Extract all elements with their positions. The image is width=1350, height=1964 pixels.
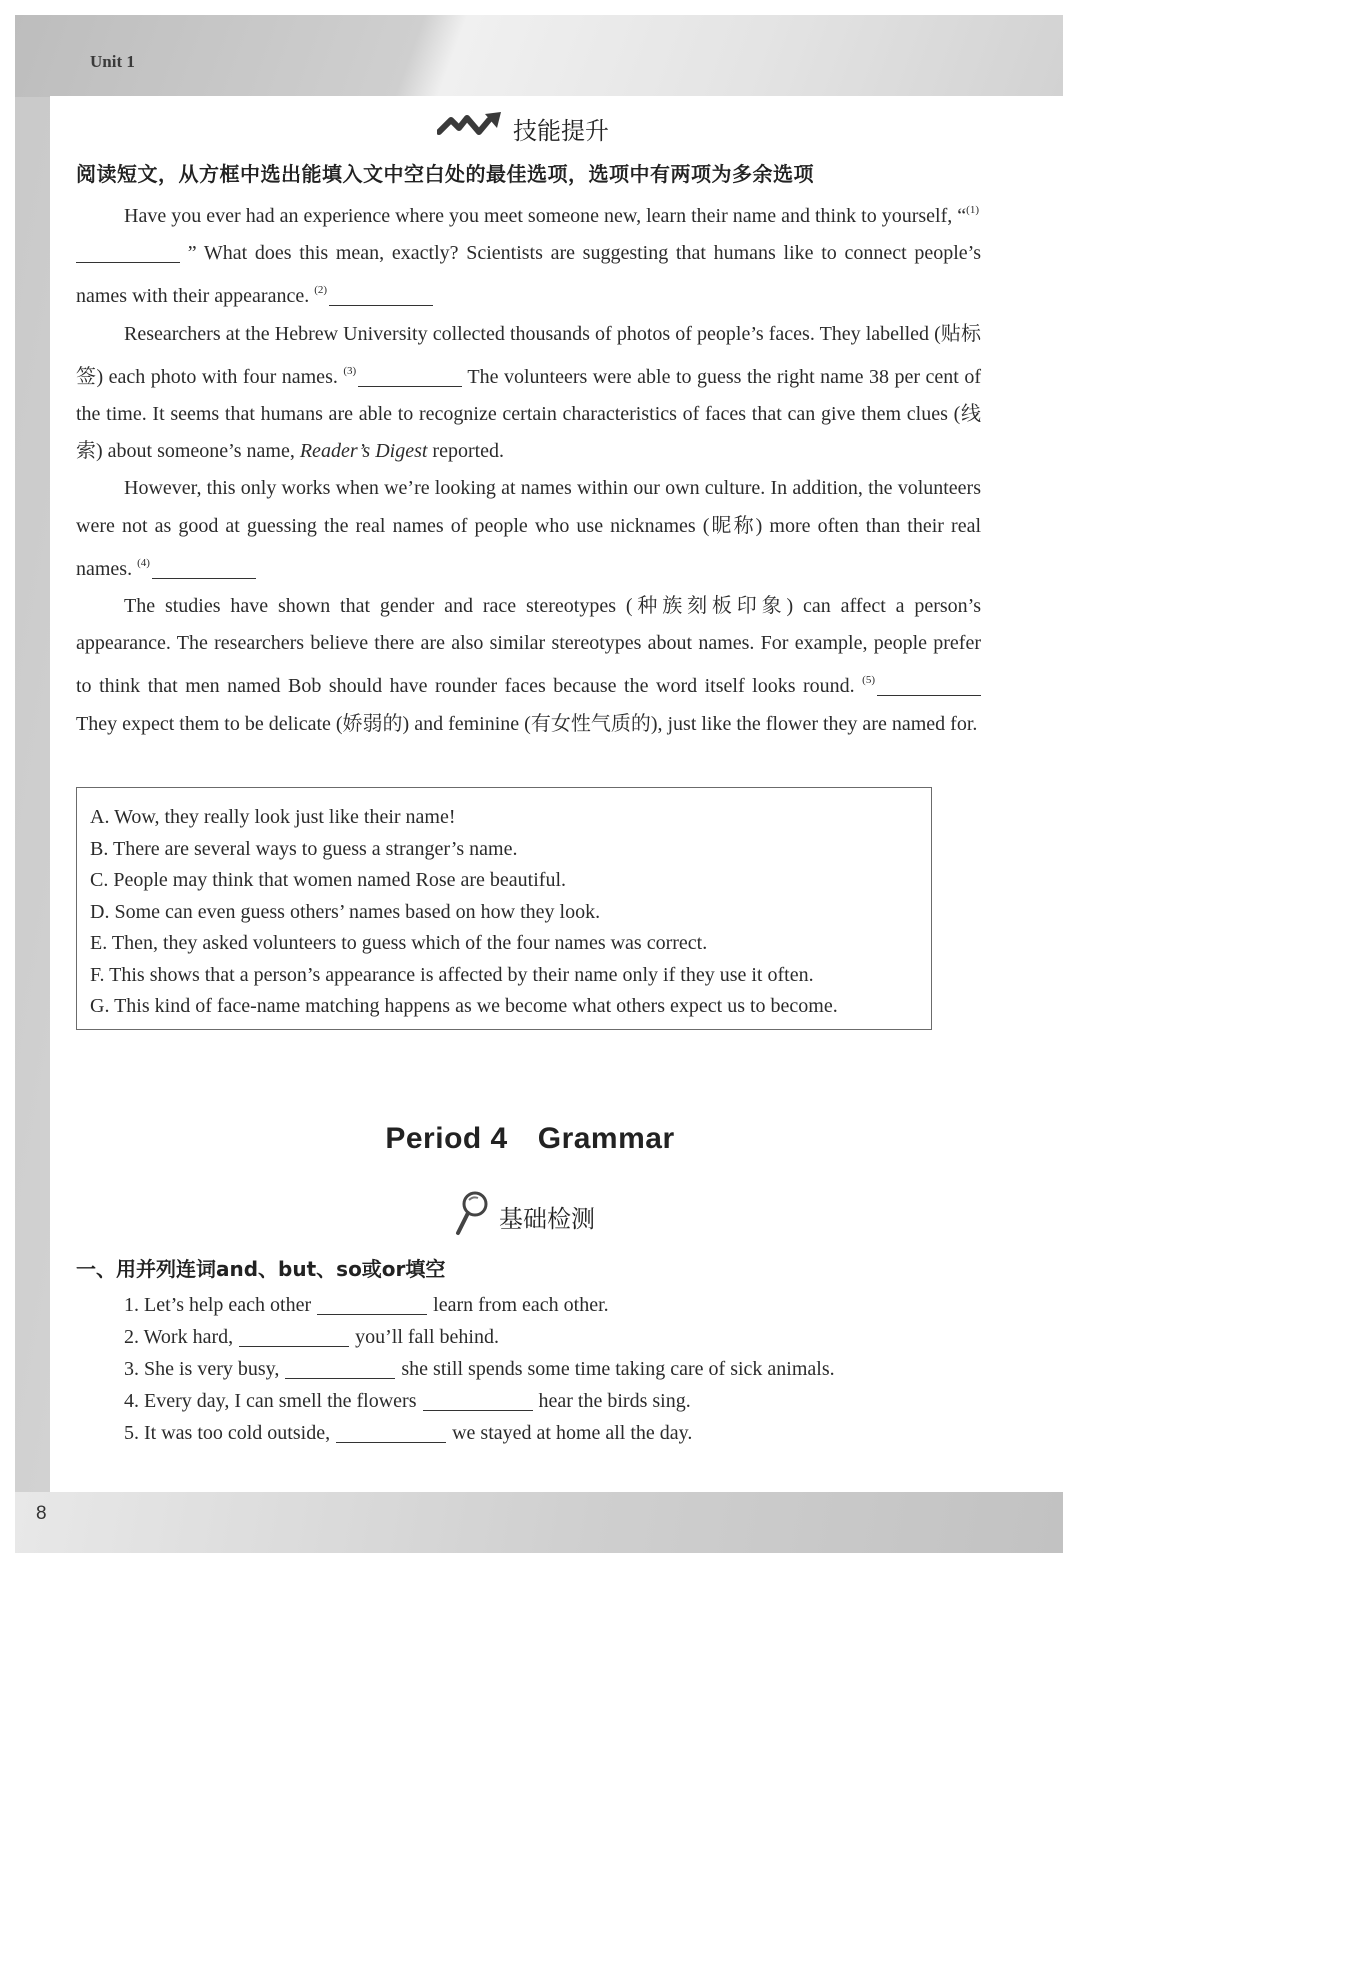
trend-up-icon (437, 110, 503, 146)
period-number: Period 4 (385, 1122, 508, 1155)
answer-blank[interactable] (329, 285, 433, 306)
passage-paragraph: The studies have shown that gender and race stereotypes (种族刻板印象) can affect a person’s appearance. The researchers believe there are also similar stereotypes about names. For example, people prefer to think that men named Bob should have rounder faces because the word itself looks round. $^{(5)}$ They expect them to be delicate (娇弱的) and feminine (有女性气质的), just like the flower they are named for. (76, 595, 981, 735)
passage-paragraph: Researchers at the Hebrew University collected thousands of photos of people’s faces. They labelled (贴标签) each photo with four names. $^{(3)}$ The volunteers were able to guess the right name 38 per cent of the time. It seems that humans are able to recognize certain characteristics of faces that can give them clues (线索) about someone’s name, Reader’s Digest reported. (76, 322, 982, 463)
header-band (15, 15, 1063, 97)
skills-heading (437, 110, 609, 146)
footer-band (15, 1492, 1063, 1553)
exercise-item: 4. Every day, I can smell the flowers hear the birds sing. (124, 1390, 691, 1412)
magazine-title: Reader’s Digest (299, 440, 428, 463)
period-topic: Grammar (537, 1122, 675, 1155)
exercise-instruction: 一、用并列连词and、but、so或or填空 (76, 1257, 446, 1281)
answer-blank[interactable] (152, 558, 256, 579)
option-item: A. Wow, they really look just like their name! (90, 806, 456, 828)
blank-number: (3) (343, 364, 357, 377)
blank-number: (2) (314, 284, 328, 297)
option-item: F. This shows that a person’s appearance is affected by their name only if they use it often. (90, 963, 814, 986)
answer-blank[interactable] (285, 1358, 395, 1379)
answer-blank[interactable] (336, 1422, 446, 1443)
options-box (76, 787, 932, 1030)
option-item: G. This kind of face-name matching happens as we become what others expect us to become. (90, 995, 838, 1017)
answer-blank[interactable] (239, 1326, 349, 1347)
reading-passage (76, 192, 981, 743)
exercise-item: 3. She is very busy, she still spends some time taking care of sick animals. (124, 1358, 835, 1380)
answer-blank[interactable] (877, 675, 981, 696)
blank-number: (4) (137, 556, 150, 569)
reading-instruction: 阅读短文，从方框中选出能填入文中空白处的最佳选项，选项中有两项为多余选项 (76, 162, 814, 186)
skills-title: 技能提升 (513, 116, 609, 145)
answer-blank[interactable] (317, 1294, 427, 1315)
answer-blank[interactable] (76, 242, 180, 263)
exercise-list (124, 1289, 835, 1449)
option-item: B. There are several ways to guess a stranger’s name. (90, 837, 518, 860)
period-title (0, 1122, 1060, 1156)
basics-heading (455, 1190, 595, 1242)
blank-number: (5) (862, 674, 875, 687)
magnifier-icon (455, 1190, 489, 1242)
option-item: E. Then, they asked volunteers to guess which of the four names was correct. (90, 932, 708, 954)
passage-paragraph: However, this only works when we’re looking at names within our own culture. In addition, the volunteers were not as good at guessing the real names of people who use nicknames (昵称) more often than their real names. $^{(4)}$ (76, 477, 981, 580)
answer-blank[interactable] (423, 1390, 533, 1411)
blank-number: (1) (966, 204, 979, 216)
exercise-item: 1. Let’s help each other learn from each other. (124, 1294, 609, 1316)
answer-blank[interactable] (358, 366, 462, 387)
passage-paragraph: Have you ever had an experience where you meet someone new, learn their name and think to yourself, “$^{(1)}$ ” What does this mean, exactly? Scientists are suggesting that humans like to connect people’s names with their appearance. $^{(2)}$ (76, 204, 982, 308)
page-number: 8 (36, 1503, 47, 1524)
basics-title: 基础检测 (499, 1204, 595, 1233)
option-item: D. Some can even guess others’ names based on how they look. (90, 900, 601, 923)
exercise-item: 2. Work hard, you’ll fall behind. (124, 1326, 499, 1348)
exercise-item: 5. It was too cold outside, we stayed at home all the day. (124, 1422, 693, 1444)
unit-label: Unit 1 (90, 52, 135, 71)
option-item: C. People may think that women named Rose are beautiful. (90, 869, 566, 891)
